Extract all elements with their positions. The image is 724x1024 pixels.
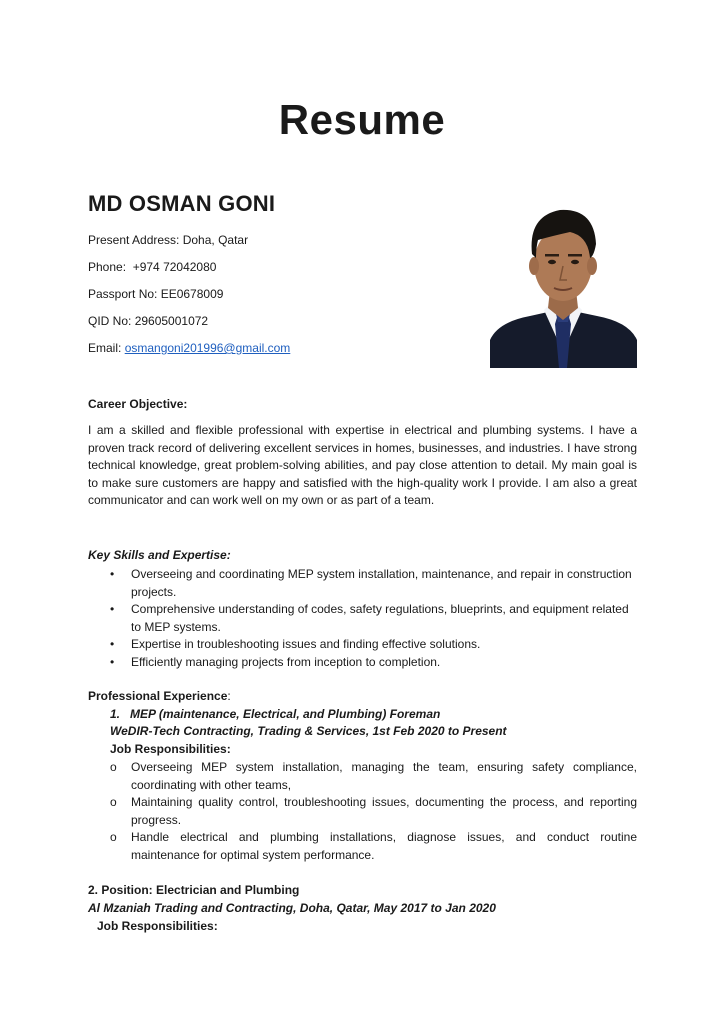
- circle-bullet-icon: o: [110, 795, 117, 809]
- list-item: [88, 601, 637, 636]
- email-line: [88, 341, 290, 355]
- bullet-icon: •: [110, 637, 115, 651]
- list-item: [88, 566, 637, 601]
- career-objective-text: I am a skilled and flexible professional with expertise in electrical and plumbing systems. I have a proven track record of delivering excellent services in homes, businesses, and industries. I have strong technical knowledge, great problem-solving abilities, and pay close attention to detail. My main goal is to make sure customers are happy and satisfied with the high-quality work I provide. I am also a great communicator and can work well on my own or as part of a team.: [88, 423, 637, 508]
- job1-title-text: MEP (maintenance, Electrical, and Plumbing) Foreman: [130, 707, 441, 721]
- responsibility-text: Maintaining quality control, troubleshooting issues, documenting the process, and reporting progress.: [131, 795, 637, 827]
- job1-responsibilities-list: [88, 759, 637, 864]
- candidate-name: MD OSMAN GONI: [88, 191, 276, 216]
- qid-line: [88, 314, 208, 328]
- job1-title: [110, 707, 440, 721]
- skill-text: Comprehensive understanding of codes, safety regulations, blueprints, and equipment related to MEP systems.: [131, 602, 629, 634]
- circle-bullet-icon: o: [110, 830, 117, 844]
- career-objective-heading: Career Objective:: [88, 397, 188, 411]
- skill-text: Efficiently managing projects from inception to completion.: [131, 654, 441, 669]
- bullet-icon: •: [110, 602, 115, 616]
- bullet-icon: •: [110, 567, 115, 581]
- email-label: Email:: [88, 341, 125, 355]
- phone-label: Phone:: [88, 260, 133, 274]
- skill-text: Overseeing and coordinating MEP system installation, maintenance, and repair in construction projects.: [131, 567, 632, 599]
- phone-value: +974 72042080: [132, 260, 217, 274]
- profile-photo: [490, 192, 637, 368]
- job2-responsibilities-heading: Job Responsibilities:: [97, 919, 218, 933]
- address-value: Doha, Qatar: [182, 233, 249, 247]
- document-title: Resume: [278, 96, 446, 143]
- list-item: [88, 654, 637, 672]
- responsibility-text: Overseeing MEP system installation, managing the team, ensuring safety compliance, coordinating with other teams,: [131, 760, 637, 792]
- qid-label: QID No:: [88, 314, 135, 328]
- circle-bullet-icon: o: [110, 760, 117, 774]
- experience-heading: [88, 689, 231, 703]
- passport-label: Passport No:: [88, 287, 161, 301]
- job1-responsibilities-heading: Job Responsibilities:: [110, 742, 231, 756]
- qid-value: 29605001072: [134, 314, 209, 328]
- skills-heading: Key Skills and Expertise:: [88, 548, 231, 562]
- portrait-illustration: [490, 192, 637, 368]
- job2-title: 2. Position: Electrician and Plumbing: [88, 883, 300, 897]
- skills-list: [88, 566, 637, 671]
- phone-line: [88, 260, 216, 274]
- job1-number: 1.: [110, 707, 121, 721]
- bullet-icon: •: [110, 654, 115, 669]
- address-line: [88, 233, 248, 247]
- job1-company: WeDIR-Tech Contracting, Trading & Services, 1st Feb 2020 to Present: [110, 724, 507, 738]
- list-item: [88, 636, 637, 654]
- address-label: Present Address:: [88, 233, 183, 247]
- experience-heading-colon: :: [227, 689, 231, 703]
- responsibility-text: Handle electrical and plumbing installations, diagnose issues, and conduct routine maintenance for optimal system performance.: [131, 830, 637, 862]
- list-item: [88, 794, 637, 829]
- passport-line: [88, 287, 223, 301]
- list-item: [88, 759, 637, 794]
- email-link[interactable]: osmangoni201996@gmail.com: [124, 341, 291, 355]
- passport-value: EE0678009: [160, 287, 224, 301]
- list-item: [88, 829, 637, 864]
- job2-company: Al Mzaniah Trading and Contracting, Doha, Qatar, May 2017 to Jan 2020: [88, 901, 496, 915]
- skill-text: Expertise in troubleshooting issues and finding effective solutions.: [131, 637, 481, 651]
- experience-heading-text: Professional Experience: [88, 689, 228, 703]
